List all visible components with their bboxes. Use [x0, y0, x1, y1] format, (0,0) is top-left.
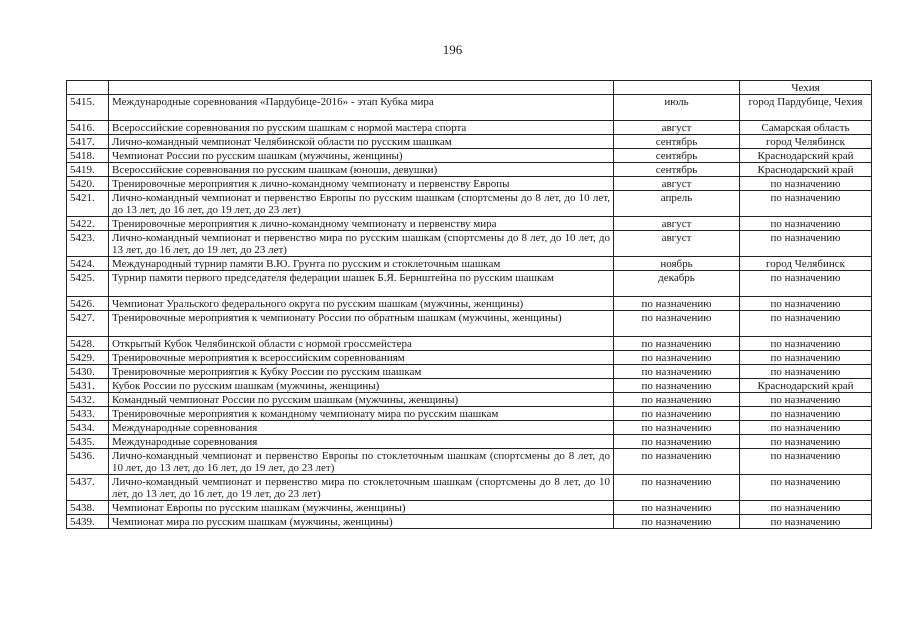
event-place-cell: Чехия — [740, 81, 872, 95]
event-date-cell: по назначению — [614, 449, 740, 475]
event-place-cell: по назначению — [740, 351, 872, 365]
event-date-cell: по назначению — [614, 475, 740, 501]
event-date-cell: по назначению — [614, 421, 740, 435]
table-row — [67, 95, 872, 121]
row-number-cell: 5437. — [67, 475, 109, 501]
event-place-cell: Краснодарский край — [740, 163, 872, 177]
event-place-cell: Краснодарский край — [740, 149, 872, 163]
event-date-cell: сентябрь — [614, 163, 740, 177]
event-date-cell: по назначению — [614, 515, 740, 529]
event-date-cell: по назначению — [614, 435, 740, 449]
table-row — [67, 121, 872, 135]
row-number-cell: 5415. — [67, 95, 109, 121]
row-number-cell: 5419. — [67, 163, 109, 177]
table-row — [67, 311, 872, 337]
event-name-cell: Тренировочные мероприятия к лично-командному чемпионату и первенству Европы — [109, 177, 614, 191]
event-name-cell: Кубок России по русским шашкам (мужчины, женщины) — [109, 379, 614, 393]
table-row — [67, 365, 872, 379]
event-name-cell: Чемпионат мира по русским шашкам (мужчины, женщины) — [109, 515, 614, 529]
event-date-cell: по назначению — [614, 501, 740, 515]
event-name-cell: Всероссийские соревнования по русским шашкам (юноши, девушки) — [109, 163, 614, 177]
event-name-cell: Турнир памяти первого председателя федерации шашек Б.Я. Бернштейна по русским шашкам — [109, 271, 614, 297]
event-name-cell: Командный чемпионат России по русским шашкам (мужчины, женщины) — [109, 393, 614, 407]
event-place-cell: по назначению — [740, 501, 872, 515]
event-date-cell — [614, 81, 740, 95]
table-row — [67, 271, 872, 297]
event-date-cell: по назначению — [614, 393, 740, 407]
event-date-cell: по назначению — [614, 337, 740, 351]
table-row — [67, 421, 872, 435]
event-name-cell: Лично-командный чемпионат и первенство мира по стоклеточным шашкам (спортсмены до 8 лет, до 10 лет, до 13 лет, до 16 лет, до 19 лет, до 23 лет) — [109, 475, 614, 501]
event-date-cell: август — [614, 217, 740, 231]
table-row — [67, 257, 872, 271]
event-place-cell: по назначению — [740, 337, 872, 351]
event-name-cell: Чемпионат России по русским шашкам (мужчины, женщины) — [109, 149, 614, 163]
event-date-cell: август — [614, 121, 740, 135]
event-place-cell: город Челябинск — [740, 257, 872, 271]
event-date-cell: июль — [614, 95, 740, 121]
row-number-cell: 5432. — [67, 393, 109, 407]
event-date-cell: сентябрь — [614, 149, 740, 163]
row-number-cell: 5434. — [67, 421, 109, 435]
table-row — [67, 393, 872, 407]
row-number-cell: 5424. — [67, 257, 109, 271]
event-place-cell: по назначению — [740, 311, 872, 337]
event-name-cell: Тренировочные мероприятия к чемпионату России по обратным шашкам (мужчины, женщины) — [109, 311, 614, 337]
row-number-cell: 5439. — [67, 515, 109, 529]
event-place-cell: по назначению — [740, 449, 872, 475]
table-row — [67, 163, 872, 177]
row-number-cell: 5418. — [67, 149, 109, 163]
event-place-cell: по назначению — [740, 393, 872, 407]
event-date-cell: ноябрь — [614, 257, 740, 271]
event-place-cell: город Пардубице, Чехия — [740, 95, 872, 121]
event-place-cell: по назначению — [740, 421, 872, 435]
event-place-cell: по назначению — [740, 217, 872, 231]
event-date-cell: декабрь — [614, 271, 740, 297]
event-date-cell: по назначению — [614, 297, 740, 311]
table-row — [67, 351, 872, 365]
row-number-cell: 5426. — [67, 297, 109, 311]
event-date-cell: апрель — [614, 191, 740, 217]
event-place-cell: по назначению — [740, 297, 872, 311]
row-number-cell: 5433. — [67, 407, 109, 421]
table-row — [67, 337, 872, 351]
page-number: 196 — [442, 42, 463, 57]
table-row — [67, 475, 872, 501]
event-place-cell: по назначению — [740, 191, 872, 217]
table-row — [67, 435, 872, 449]
event-name-cell: Лично-командный чемпионат Челябинской области по русским шашкам — [109, 135, 614, 149]
event-name-cell: Международные соревнования «Пардубице-2016» - этап Кубка мира — [109, 95, 614, 121]
row-number-cell: 5420. — [67, 177, 109, 191]
event-place-cell: по назначению — [740, 271, 872, 297]
table-row — [67, 379, 872, 393]
event-place-cell: по назначению — [740, 435, 872, 449]
event-place-cell: по назначению — [740, 365, 872, 379]
row-number-cell: 5425. — [67, 271, 109, 297]
event-name-cell: Тренировочные мероприятия к командному чемпионату мира по русским шашкам — [109, 407, 614, 421]
row-number-cell: 5423. — [67, 231, 109, 257]
row-number-cell: 5416. — [67, 121, 109, 135]
event-name-cell: Лично-командный чемпионат и первенство Европы по русским шашкам (спортсмены до 8 лет, до 10 лет, до 13 лет, до 16 лет, до 19 лет, до 23 лет) — [109, 191, 614, 217]
event-place-cell: город Челябинск — [740, 135, 872, 149]
events-table — [66, 80, 872, 529]
event-date-cell: по назначению — [614, 351, 740, 365]
table-row — [67, 449, 872, 475]
row-number-cell: 5435. — [67, 435, 109, 449]
event-place-cell: по назначению — [740, 475, 872, 501]
table-row — [67, 149, 872, 163]
event-name-cell: Тренировочные мероприятия к Кубку России по русским шашкам — [109, 365, 614, 379]
table-row — [67, 297, 872, 311]
row-number-cell: 5430. — [67, 365, 109, 379]
event-date-cell: по назначению — [614, 379, 740, 393]
row-number-cell: 5417. — [67, 135, 109, 149]
event-place-cell: Краснодарский край — [740, 379, 872, 393]
table-row — [67, 191, 872, 217]
event-place-cell: по назначению — [740, 407, 872, 421]
row-number-cell: 5422. — [67, 217, 109, 231]
event-place-cell: по назначению — [740, 515, 872, 529]
table-row — [67, 177, 872, 191]
event-name-cell: Лично-командный чемпионат и первенство мира по русским шашкам (спортсмены до 8 лет, до 10 лет, до 13 лет, до 16 лет, до 19 лет, до 23 лет) — [109, 231, 614, 257]
event-name-cell: Лично-командный чемпионат и первенство Европы по стоклеточным шашкам (спортсмены до 8 лет, до 10 лет, до 13 лет, до 16 лет, до 19 лет, до 23 лет) — [109, 449, 614, 475]
table-row — [67, 81, 872, 95]
event-date-cell: август — [614, 231, 740, 257]
event-name-cell: Международный турнир памяти В.Ю. Грунта по русским и стоклеточным шашкам — [109, 257, 614, 271]
table-row — [67, 515, 872, 529]
event-date-cell: по назначению — [614, 407, 740, 421]
events-table-body — [67, 81, 872, 529]
event-name-cell: Всероссийские соревнования по русским шашкам с нормой мастера спорта — [109, 121, 614, 135]
event-name-cell — [109, 81, 614, 95]
event-place-cell: по назначению — [740, 231, 872, 257]
event-place-cell: Самарская область — [740, 121, 872, 135]
event-name-cell: Чемпионат Европы по русским шашкам (мужчины, женщины) — [109, 501, 614, 515]
event-date-cell: август — [614, 177, 740, 191]
row-number-cell: 5428. — [67, 337, 109, 351]
event-name-cell: Тренировочные мероприятия к всероссийским соревнованиям — [109, 351, 614, 365]
event-date-cell: по назначению — [614, 311, 740, 337]
table-row — [67, 135, 872, 149]
row-number-cell: 5438. — [67, 501, 109, 515]
event-date-cell: сентябрь — [614, 135, 740, 149]
table-row — [67, 231, 872, 257]
event-date-cell: по назначению — [614, 365, 740, 379]
table-row — [67, 501, 872, 515]
event-name-cell: Международные соревнования — [109, 435, 614, 449]
event-name-cell: Открытый Кубок Челябинской области с нормой гроссмейстера — [109, 337, 614, 351]
row-number-cell: 5421. — [67, 191, 109, 217]
row-number-cell — [67, 81, 109, 95]
table-row — [67, 217, 872, 231]
event-name-cell: Международные соревнования — [109, 421, 614, 435]
event-place-cell: по назначению — [740, 177, 872, 191]
row-number-cell: 5429. — [67, 351, 109, 365]
row-number-cell: 5427. — [67, 311, 109, 337]
event-name-cell: Чемпионат Уральского федерального округа по русским шашкам (мужчины, женщины) — [109, 297, 614, 311]
row-number-cell: 5431. — [67, 379, 109, 393]
table-row — [67, 407, 872, 421]
event-name-cell: Тренировочные мероприятия к лично-командному чемпионату и первенству мира — [109, 217, 614, 231]
row-number-cell: 5436. — [67, 449, 109, 475]
